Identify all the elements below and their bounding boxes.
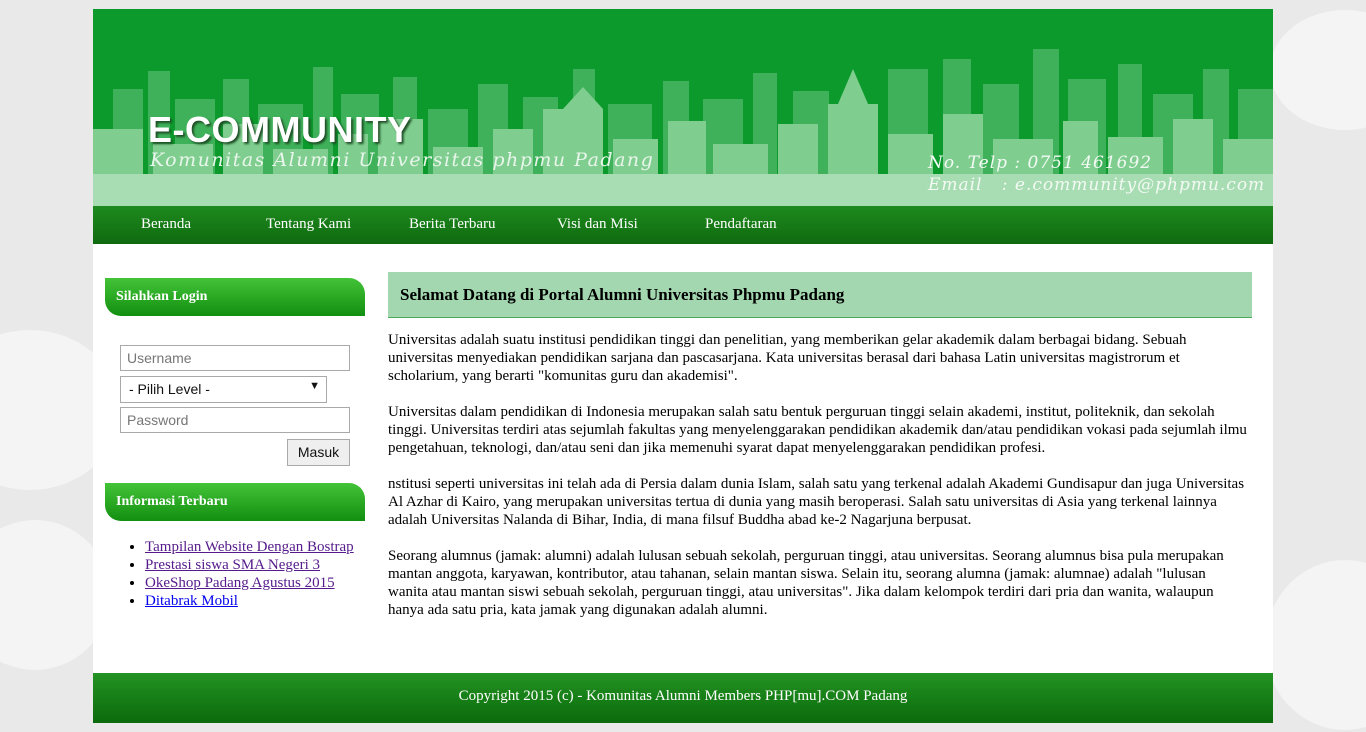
- contact-email: Email : e.community@phpmu.com: [928, 175, 1266, 195]
- news-link[interactable]: Prestasi siswa SMA Negeri 3: [145, 557, 320, 573]
- nav-item-pendaftaran[interactable]: Pendaftaran: [705, 216, 777, 232]
- site-subtitle: Komunitas Alumni Universitas phpmu Padang: [150, 149, 655, 171]
- username-placeholder: Username: [127, 350, 192, 366]
- news-link[interactable]: Tampilan Website Dengan Bostrap: [145, 539, 354, 555]
- background-cloud: [1265, 560, 1366, 730]
- nav-item-berita-terbaru[interactable]: Berita Terbaru: [409, 216, 496, 232]
- list-item: [145, 592, 355, 610]
- contact-info: [928, 152, 1265, 196]
- content-heading: [388, 272, 1252, 318]
- content-paragraph: Seorang alumnus (jamak: alumni) adalah lulusan sebuah sekolah, perguruan tinggi, atau universitas. Seorang alumnus bisa pula merupakan mantan anggota, karyawan, kontributor, atau tahanan, selain mantan siswa. Selain itu, seorang alumna (jamak: alumnae) adalah "lulusan wanita atau mantan siswi sebuah sekolah, perguruan tinggi, atau universitas". Jika dalam kelompok terdiri dari pria dan wanita, walaupun hanya ada satu pria, kata jamak yang digunakan adalah alumni.: [388, 548, 1224, 618]
- username-input[interactable]: [120, 345, 350, 371]
- login-heading-label: Silahkan Login: [116, 289, 208, 304]
- page-container: [93, 9, 1273, 723]
- dropdown-arrow-icon: ▼: [309, 380, 320, 392]
- password-placeholder: Password: [127, 412, 189, 428]
- content-body: [388, 331, 1248, 637]
- news-link[interactable]: OkeShop Padang Agustus 2015: [145, 575, 335, 591]
- page-title: Selamat Datang di Portal Alumni Universitas Phpmu Padang: [400, 285, 845, 304]
- info-panel-heading: [105, 483, 365, 521]
- contact-phone: No. Telp : 0751 461692: [928, 153, 1153, 173]
- level-select-value: - Pilih Level -: [129, 381, 210, 397]
- footer: [93, 673, 1273, 723]
- nav-item-beranda[interactable]: Beranda: [141, 216, 191, 232]
- header-banner: [93, 9, 1273, 206]
- background-cloud: [1270, 10, 1366, 130]
- nav-item-visi-dan-misi[interactable]: Visi dan Misi: [557, 216, 638, 232]
- list-item: [145, 538, 355, 556]
- list-item: [145, 574, 355, 592]
- main-nav: [93, 206, 1273, 244]
- level-select[interactable]: [120, 376, 327, 403]
- login-submit-button[interactable]: Masuk: [287, 439, 350, 466]
- info-heading-label: Informasi Terbaru: [116, 494, 228, 509]
- list-item: [145, 556, 355, 574]
- content-paragraph: nstitusi seperti universitas ini telah ada di Persia dalam dunia Islam, salah satu yang terkenal adalah Akademi Gundisapur dan juga Universitas Al Azhar di Kairo, yang merupakan universitas tertua di dunia yang masih beroperasi. Salah satu universitas di Asia yang terkenal lainnya adalah Universitas Nalanda di Bihar, India, di mana filsuf Buddha abad ke-2 Nagarjuna berpusat.: [388, 476, 1245, 528]
- footer-copyright: Copyright 2015 (c) - Komunitas Alumni Members PHP[mu].COM Padang: [458, 688, 908, 704]
- site-title: E-COMMUNITY: [148, 109, 412, 150]
- content-paragraph: Universitas dalam pendidikan di Indonesia merupakan salah satu bentuk perguruan tinggi selain akademi, institut, politeknik, dan sekolah tinggi. Universitas terdiri atas sejumlah fakultas yang menyelenggarakan pendidikan akademik dan/atau pendidikan vokasi pada sejumlah ilmu pengetahuan, teknologi, dan/atau seni dan jika memenuhi syarat dapat menyelenggarakan pendidikan profesi.: [388, 404, 1247, 456]
- news-list: [125, 538, 355, 610]
- password-input[interactable]: [120, 407, 350, 433]
- news-link[interactable]: Ditabrak Mobil: [145, 593, 238, 609]
- login-panel-heading: [105, 278, 365, 316]
- nav-item-tentang-kami[interactable]: Tentang Kami: [266, 216, 352, 232]
- content-paragraph: Universitas adalah suatu institusi pendidikan tinggi dan penelitian, yang memberikan gelar akademik dalam berbagai bidang. Sebuah universitas menyediakan pendidikan sarjana dan pascasarjana. Kata universitas berasal dari bahasa Latin universitas magistrorum et scholarium, yang berarti "komunitas guru dan akademisi".: [388, 332, 1187, 384]
